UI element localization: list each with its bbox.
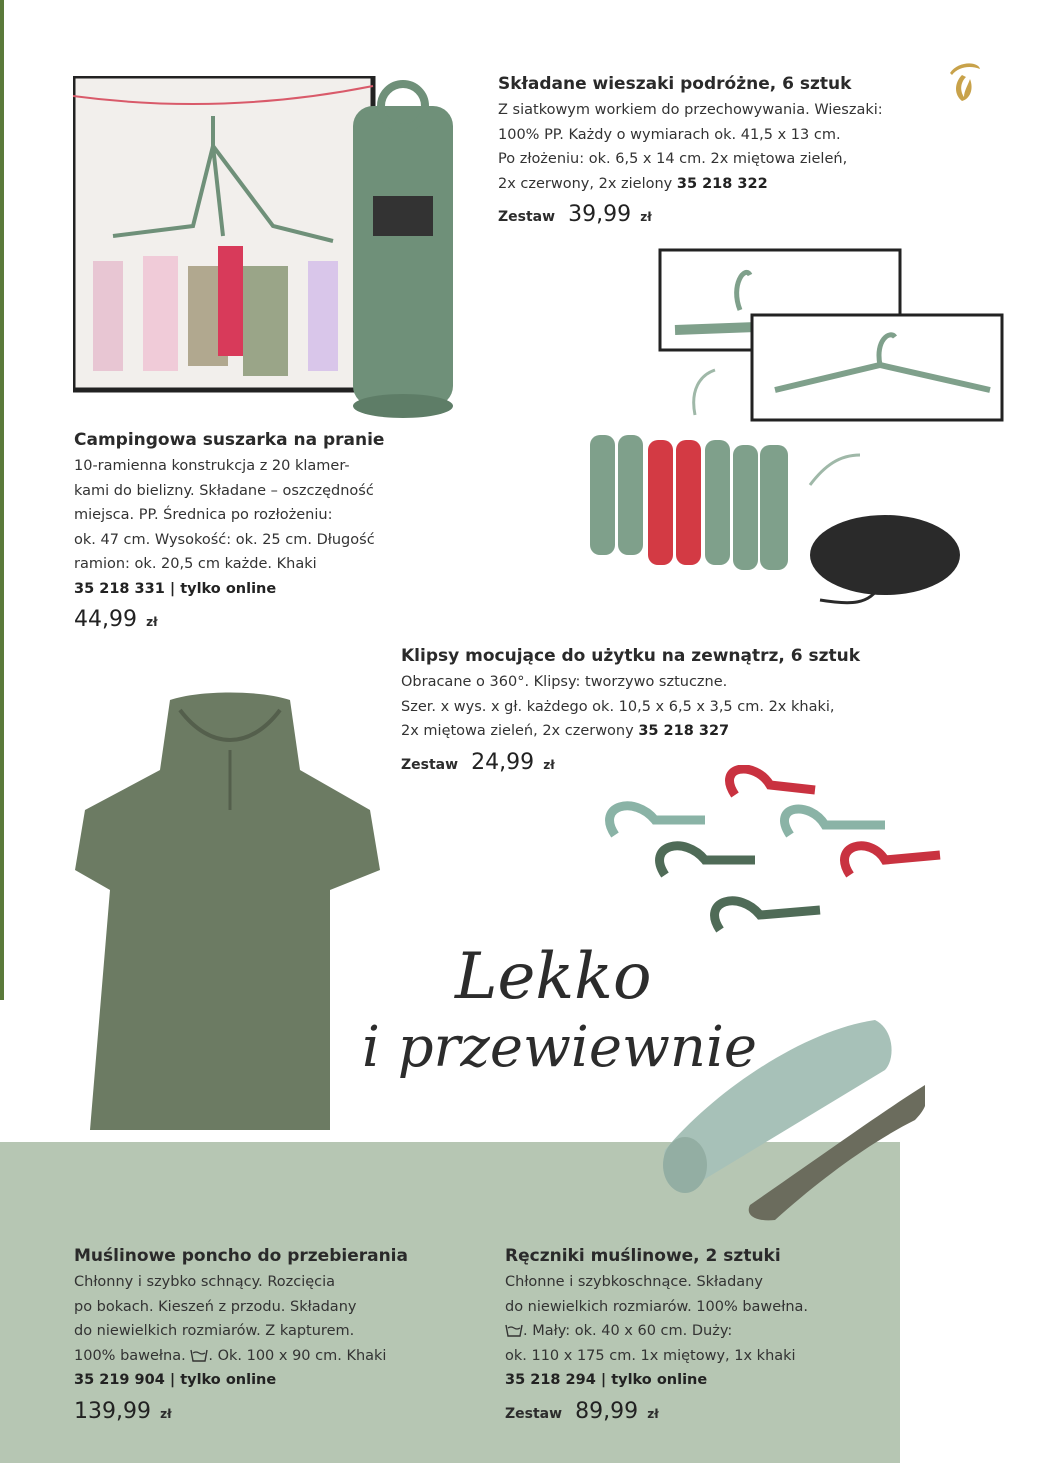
product-desc-line: kami do bielizny. Składane – oszczędność (74, 482, 374, 499)
product-desc-line: do niewielkich rozmiarów. 100% bawełna. (505, 1298, 809, 1315)
product-desc-line: Szer. x wys. x gł. każdego ok. 10,5 x 6,5 x 3,5 cm. 2x khaki, (401, 698, 835, 715)
product-title: Campingowa suszarka na pranie (74, 430, 385, 450)
price-row (74, 607, 454, 632)
product-title: Składane wieszaki podróżne, 6 sztuk (498, 74, 852, 94)
currency: zł (146, 615, 158, 629)
price-prefix: Zestaw (401, 756, 459, 773)
tchibo-logo-icon (940, 55, 986, 105)
currency: zł (543, 757, 555, 772)
tagline-line1: Lekko (455, 940, 652, 1014)
price: 24,99 (471, 749, 535, 775)
product-poncho (74, 1246, 474, 1424)
clips-photo (595, 765, 965, 950)
product-desc-line: Chłonne i szybkoschnące. Składany (505, 1274, 763, 1290)
product-title: Ręczniki muślinowe, 2 sztuki (505, 1246, 781, 1266)
product-clips (401, 646, 921, 775)
product-desc-line: 100% bawełna. (74, 1347, 191, 1364)
product-desc-line: Obracane o 360°. Klipsy: tworzywo sztuczne. (401, 674, 728, 690)
arrow-icon (810, 455, 860, 485)
arrow-icon (694, 370, 715, 415)
product-title: Klipsy mocujące do użytku na zewnątrz, 6 sztuk (401, 646, 861, 666)
product-desc-line: Z siatkowym workiem do przechowywania. Wieszaki: (498, 102, 883, 118)
product-desc-line: . Mały: ok. 40 x 60 cm. Duży: (523, 1323, 733, 1339)
product-desc-line: 10-ramienna konstrukcja z 20 klamer- (74, 458, 350, 474)
product-desc-line: 100% PP. Każdy o wymiarach ok. 41,5 x 13 cm. (498, 126, 841, 143)
currency: zł (647, 1406, 659, 1421)
price: 89,99 (575, 1398, 639, 1424)
product-sku: 35 219 904 | tylko online (74, 1372, 277, 1388)
product-dryer (74, 430, 454, 632)
product-desc-line: Chłonny i szybko schnący. Rozcięcia (74, 1274, 336, 1290)
currency: zł (160, 1406, 172, 1421)
product-desc-line: . Ok. 100 x 90 cm. Khaki (208, 1347, 387, 1364)
product-title: Muślinowe poncho do przebierania (74, 1246, 408, 1266)
price-row (498, 202, 938, 227)
product-sku: 35 218 331 | tylko online (74, 580, 277, 597)
price: 139,99 (74, 1398, 151, 1424)
page-edge-strip (0, 0, 4, 1000)
product-sku: 35 218 294 | tylko online (505, 1372, 708, 1388)
price: 39,99 (568, 202, 632, 227)
product-sku: 35 218 322 (676, 175, 768, 192)
hangers-photo (580, 245, 1010, 620)
towels-photo (655, 1010, 925, 1225)
price-row (505, 1399, 895, 1424)
wash-care-icon (190, 1348, 208, 1362)
product-desc-line: ok. 110 x 175 cm. 1x miętowy, 1x khaki (505, 1347, 796, 1364)
price-prefix: Zestaw (505, 1405, 563, 1422)
product-sku: 35 218 327 (638, 723, 730, 739)
product-towels (505, 1246, 895, 1424)
price-row (74, 1399, 474, 1424)
product-desc-line: po bokach. Kieszeń z przodu. Składany (74, 1298, 357, 1315)
product-desc-line: ramion: ok. 20,5 cm każde. Khaki (74, 556, 317, 572)
price: 44,99 (74, 607, 137, 632)
wash-care-icon (505, 1323, 523, 1337)
currency: zł (640, 210, 652, 224)
tagline-line2: i przewiewnie (362, 1015, 758, 1080)
dryer-photo (73, 76, 473, 421)
product-desc-line: 2x miętowa zieleń, 2x czerwony (401, 723, 639, 739)
product-hangers (498, 74, 938, 227)
product-desc-line: do niewielkich rozmiarów. Z kapturem. (74, 1323, 355, 1339)
poncho-photo (70, 690, 390, 1130)
price-prefix: Zestaw (498, 209, 556, 225)
product-desc-line: miejsca. PP. Średnica po rozłożeniu: (74, 507, 333, 523)
product-desc-line: 2x czerwony, 2x zielony (498, 175, 677, 192)
product-desc-line: Po złożeniu: ok. 6,5 x 14 cm. 2x miętowa zieleń, (498, 151, 848, 167)
product-desc-line: ok. 47 cm. Wysokość: ok. 25 cm. Długość (74, 531, 375, 548)
